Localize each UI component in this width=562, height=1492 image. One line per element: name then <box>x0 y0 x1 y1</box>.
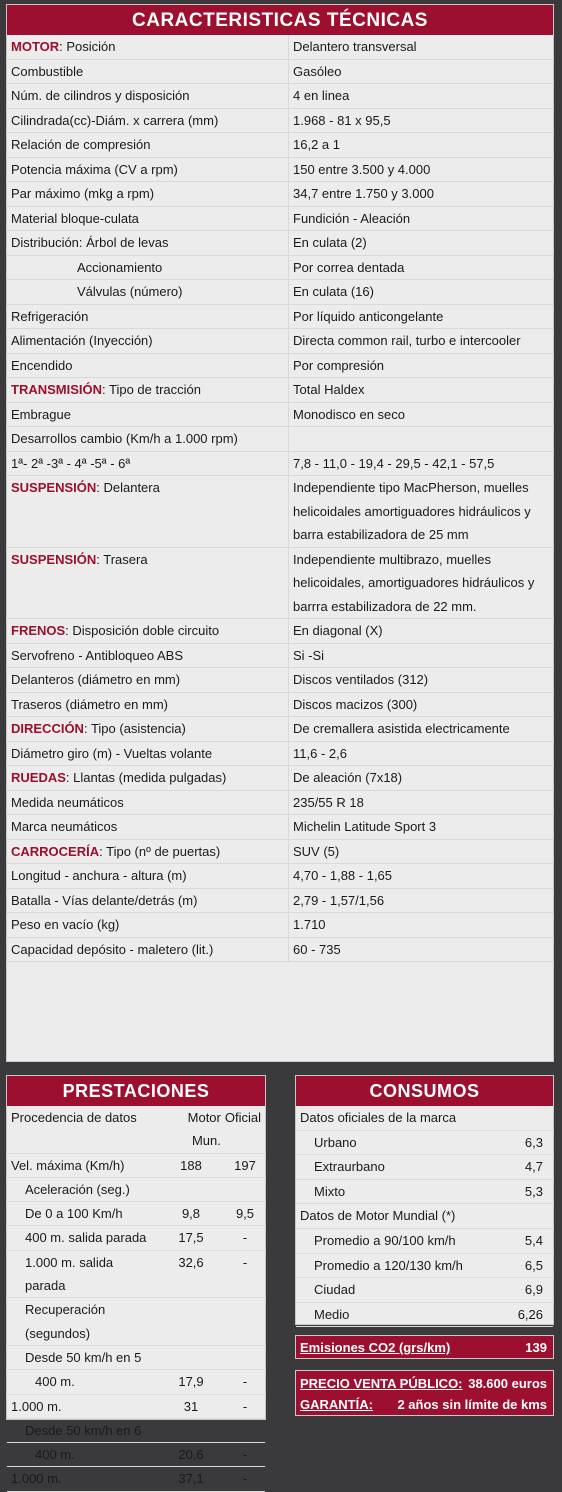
spec-label: 1ª- 2ª -3ª - 4ª -5ª - 6ª <box>11 455 131 471</box>
prestaciones-row <box>7 1251 265 1299</box>
spec-label-cell <box>7 548 289 619</box>
spec-label-cell <box>7 791 289 815</box>
spec-section-keyword: SUSPENSIÓN <box>11 480 97 495</box>
consumos-label: Extraurbano <box>314 1159 385 1175</box>
prestaciones-row <box>7 1443 265 1467</box>
consumos-title: CONSUMOS <box>296 1076 553 1106</box>
spec-row <box>7 864 553 889</box>
prestaciones-label: Desde 50 km/h en 5 <box>25 1349 142 1365</box>
spec-row <box>7 889 553 914</box>
spec-value: 150 entre 3.500 y 4.000 <box>293 161 431 177</box>
spec-label: : Llantas (medida pulgadas) <box>65 770 227 785</box>
spec-row <box>7 938 553 963</box>
prestaciones-label: Vel. máxima (Km/h) <box>11 1157 125 1173</box>
spec-row <box>7 158 553 183</box>
consumos-value: 4,7 <box>524 1159 543 1175</box>
consumos-value <box>493 1204 553 1228</box>
prestaciones-motor-mundial: 17,5 <box>178 1230 204 1246</box>
prestaciones-label: 400 m. <box>35 1374 75 1390</box>
spec-row <box>7 378 553 403</box>
spec-label: Par máximo (mkg a rpm) <box>11 186 155 201</box>
prestaciones-row <box>7 1202 265 1226</box>
spec-label-cell <box>7 619 289 643</box>
prestaciones-oficial <box>225 1419 265 1442</box>
spec-label: Desarrollos cambio (Km/h a 1.000 rpm) <box>11 431 238 446</box>
emisiones-value: 139 <box>525 1340 547 1355</box>
spec-value: 4 en linea <box>293 88 350 103</box>
prestaciones-panel <box>6 1075 266 1487</box>
consumos-value: 6,5 <box>524 1257 543 1273</box>
prestaciones-motor-mundial: 32,6 <box>178 1254 204 1270</box>
consumos-label: Ciudad <box>314 1282 356 1298</box>
spec-label: Encendido <box>11 357 73 373</box>
spec-section-keyword: TRANSMISIÓN <box>11 382 102 397</box>
spec-row <box>7 452 553 477</box>
emisiones-label: Emisiones CO2 (grs/km) <box>300 1340 451 1355</box>
prestaciones-label: De 0 a 100 Km/h <box>25 1206 123 1222</box>
spec-label-cell <box>7 766 289 790</box>
prestaciones-label: 1.000 m. <box>11 1398 62 1414</box>
spec-value: Directa common rail, turbo e intercooler <box>293 333 521 348</box>
prestaciones-label: Aceleración (seg.) <box>25 1181 130 1197</box>
garantia-label: GARANTÍA: <box>300 1397 373 1412</box>
spec-value: De aleación (7x18) <box>293 770 403 785</box>
spec-value: Discos macizos (300) <box>293 696 418 712</box>
spec-label: Refrigeración <box>11 308 89 324</box>
spec-label-cell <box>7 329 289 353</box>
prestaciones-row <box>7 1370 265 1394</box>
specs-panel <box>6 4 554 1062</box>
spec-value: Por compresión <box>293 357 385 373</box>
prestaciones-oficial: Oficial <box>224 1110 261 1125</box>
spec-label-cell <box>7 354 289 378</box>
spec-row <box>7 329 553 354</box>
prestaciones-motor-mundial <box>157 1178 225 1201</box>
spec-row <box>7 305 553 330</box>
spec-label: Medida neumáticos <box>11 794 124 810</box>
spec-row <box>7 280 553 305</box>
prestaciones-row <box>7 1226 265 1250</box>
specs-title: CARACTERISTICAS TÉCNICAS <box>7 5 553 35</box>
spec-label: Material bloque-culata <box>11 210 139 226</box>
spec-row <box>7 766 553 791</box>
spec-label: : Delantera <box>96 480 160 495</box>
consumos-row <box>296 1180 553 1205</box>
spec-section-keyword: MOTOR <box>11 39 60 54</box>
precio-label: PRECIO VENTA PÚBLICO: <box>300 1376 463 1391</box>
spec-label-cell <box>7 182 289 206</box>
prestaciones-label: 1.000 m. salida parada <box>25 1254 114 1294</box>
prestaciones-oficial <box>225 1178 265 1201</box>
prestaciones-row <box>7 1419 265 1443</box>
prestaciones-label: Desde 50 km/h en 6 <box>25 1422 142 1438</box>
spec-value: 11,6 - 2,6 <box>293 745 347 761</box>
prestaciones-motor-mundial: 31 <box>183 1398 199 1414</box>
spec-value: 16,2 a 1 <box>293 137 340 152</box>
consumos-value <box>493 1106 553 1130</box>
spec-row <box>7 60 553 85</box>
prestaciones-motor-mundial: 17,9 <box>178 1374 204 1390</box>
spec-section-keyword: SUSPENSIÓN <box>11 551 97 567</box>
spec-label: Marca neumáticos <box>11 819 118 834</box>
spec-row <box>7 644 553 669</box>
consumos-value: 5,3 <box>524 1183 543 1199</box>
spec-row <box>7 717 553 742</box>
consumos-label: Promedio a 120/130 km/h <box>314 1257 463 1273</box>
spec-value: 34,7 entre 1.750 y 3.000 <box>293 186 434 201</box>
prestaciones-label: Recuperación (segundos) <box>25 1302 106 1341</box>
spec-label: : Posición <box>59 39 116 54</box>
spec-label: : Tipo (nº de puertas) <box>99 843 221 859</box>
spec-row <box>7 354 553 379</box>
spec-label-cell <box>7 742 289 766</box>
prestaciones-motor-mundial: 9,8 <box>181 1206 201 1222</box>
spec-label-cell <box>7 109 289 133</box>
spec-label: Delanteros (diámetro en mm) <box>11 672 181 687</box>
spec-label-cell <box>7 427 289 451</box>
spec-label-cell <box>7 133 289 157</box>
spec-row <box>7 231 553 256</box>
spec-value: Independiente tipo MacPherson, muelles helicoidales amortiguadores hidráulicos y barra estabilizadora de 25 mm <box>293 480 531 542</box>
spec-value: 235/55 R 18 <box>293 794 364 810</box>
spec-value <box>289 427 553 451</box>
spec-value: Independiente multibrazo, muelles helicoidales, amortiguadores hidráulicos y barrra estabilizadora de 22 mm. <box>293 551 535 614</box>
prestaciones-label: 400 m. salida parada <box>25 1230 147 1246</box>
garantia-value: 2 años sin límite de kms <box>397 1397 547 1412</box>
spec-section-keyword: CARROCERÍA <box>11 843 100 859</box>
spec-section-keyword: FRENOS <box>11 623 66 638</box>
spec-label: Accionamiento <box>77 259 163 275</box>
spec-label-cell <box>7 35 289 59</box>
spec-value: Por correa dentada <box>293 259 405 275</box>
prestaciones-oficial <box>225 1298 265 1345</box>
prestaciones-motor-mundial: Motor Mun. <box>187 1110 221 1149</box>
precio-value: 38.600 euros <box>468 1376 547 1391</box>
spec-label-cell <box>7 864 289 888</box>
consumos-label: Datos oficiales de la marca <box>300 1110 457 1125</box>
prestaciones-oficial: 197 <box>234 1157 256 1173</box>
prestaciones-row <box>7 1106 265 1154</box>
spec-label-cell <box>7 403 289 427</box>
consumos-row <box>296 1229 553 1254</box>
spec-value: Fundición - Aleación <box>293 210 411 226</box>
consumos-value: 6,9 <box>524 1282 543 1298</box>
prestaciones-oficial <box>225 1346 265 1369</box>
spec-label-cell <box>7 231 289 255</box>
prestaciones-oficial: - <box>242 1230 248 1246</box>
spec-row <box>7 619 553 644</box>
consumos-row <box>296 1303 553 1328</box>
spec-label: : Tipo (asistencia) <box>83 721 186 736</box>
prestaciones-table <box>7 1106 265 1492</box>
spec-row <box>7 913 553 938</box>
spec-row <box>7 133 553 158</box>
prestaciones-motor-mundial <box>157 1419 225 1442</box>
consumos-value: 6,3 <box>524 1134 543 1150</box>
prestaciones-title: PRESTACIONES <box>7 1076 265 1106</box>
spec-row <box>7 207 553 232</box>
prestaciones-oficial: - <box>242 1398 248 1414</box>
spec-row <box>7 476 553 548</box>
spec-row <box>7 668 553 693</box>
prestaciones-oficial: - <box>242 1374 248 1390</box>
prestaciones-label: 400 m. <box>35 1447 75 1463</box>
prestaciones-motor-mundial: 37,1 <box>178 1471 204 1487</box>
spec-row <box>7 791 553 816</box>
spec-value: En culata (16) <box>293 284 374 299</box>
spec-value: En diagonal (X) <box>293 623 383 638</box>
spec-row <box>7 815 553 840</box>
prestaciones-row <box>7 1154 265 1178</box>
consumos-label: Medio <box>314 1306 350 1322</box>
spec-label-cell <box>7 815 289 839</box>
consumos-label: Datos de Motor Mundial (*) <box>300 1208 456 1224</box>
spec-value: SUV (5) <box>293 843 340 859</box>
spec-label: : Trasera <box>96 551 148 567</box>
spec-label: Válvulas (número) <box>77 284 183 299</box>
consumos-label: Promedio a 90/100 km/h <box>314 1232 456 1248</box>
consumos-value: 6,26 <box>517 1306 543 1322</box>
consumos-row <box>296 1278 553 1303</box>
prestaciones-motor-mundial: 188 <box>180 1157 202 1173</box>
spec-label: Servofreno - Antibloqueo ABS <box>11 647 184 663</box>
prestaciones-row <box>7 1346 265 1370</box>
spec-value: 2,79 - 1,57/1,56 <box>293 892 385 908</box>
spec-label: Diámetro giro (m) - Vueltas volante <box>11 745 213 761</box>
spec-label-cell <box>7 889 289 913</box>
spec-label: Cilindrada(cc)-Diám. x carrera (mm) <box>11 112 219 128</box>
spec-label: Potencia máxima (CV a rpm) <box>11 161 178 177</box>
spec-label-cell <box>7 717 289 741</box>
prestaciones-label: 1.000 m. <box>11 1471 62 1487</box>
consumos-row <box>296 1204 553 1229</box>
prestaciones-motor-mundial <box>157 1346 225 1369</box>
spec-label: Relación de compresión <box>11 137 151 152</box>
spec-label: Capacidad depósito - maletero (lit.) <box>11 941 214 957</box>
spec-label: Alimentación (Inyección) <box>11 333 153 348</box>
spec-value: 60 - 735 <box>293 941 341 957</box>
prestaciones-motor-mundial: 20,6 <box>178 1447 204 1463</box>
consumos-value: 5,4 <box>524 1232 543 1248</box>
spec-value: Michelin Latitude Sport 3 <box>293 819 437 834</box>
spec-value: Total Haldex <box>293 382 365 397</box>
consumos-row <box>296 1131 553 1156</box>
spec-label-cell <box>7 476 289 547</box>
spec-label-cell <box>7 305 289 329</box>
prestaciones-oficial: - <box>242 1471 248 1487</box>
prestaciones-row <box>7 1467 265 1491</box>
spec-section-keyword: RUEDAS <box>11 770 66 785</box>
prestaciones-row <box>7 1298 265 1346</box>
spec-label: Traseros (diámetro en mm) <box>11 696 168 712</box>
prestaciones-row <box>7 1178 265 1202</box>
spec-value: 7,8 - 11,0 - 19,4 - 29,5 - 42,1 - 57,5 <box>293 455 495 471</box>
spec-section-keyword: DIRECCIÓN <box>11 721 84 736</box>
precio-garantia-bar <box>295 1370 554 1416</box>
emisiones-bar <box>295 1335 554 1359</box>
prestaciones-label: Procedencia de datos <box>11 1110 137 1125</box>
spec-label: : Disposición doble circuito <box>65 623 220 638</box>
prestaciones-motor-mundial <box>157 1298 225 1345</box>
spec-row <box>7 182 553 207</box>
spec-label: Núm. de cilindros y disposición <box>11 88 190 103</box>
spec-label-cell <box>7 913 289 937</box>
spec-label-cell <box>7 378 289 402</box>
prestaciones-row <box>7 1395 265 1419</box>
spec-row <box>7 403 553 428</box>
consumos-label: Mixto <box>314 1183 346 1199</box>
specs-table <box>7 35 553 962</box>
spec-label-cell <box>7 60 289 84</box>
spec-label-cell <box>7 280 289 304</box>
spec-value: Por líquido anticongelante <box>293 308 444 324</box>
spec-label-cell <box>7 207 289 231</box>
spec-row <box>7 742 553 767</box>
prestaciones-oficial: - <box>242 1254 248 1270</box>
spec-label: Combustible <box>11 63 84 79</box>
spec-value: Delantero transversal <box>293 39 417 54</box>
spec-row <box>7 840 553 865</box>
spec-value: Monodisco en seco <box>293 406 406 422</box>
spec-value: Discos ventilados (312) <box>293 672 429 687</box>
consumos-row <box>296 1155 553 1180</box>
prestaciones-oficial: 9,5 <box>235 1206 255 1222</box>
spec-value: 1.968 - 81 x 95,5 <box>293 112 391 128</box>
spec-label-cell <box>7 256 289 280</box>
spec-value: 1.710 <box>293 917 326 932</box>
spec-label-cell <box>7 668 289 692</box>
spec-label-cell <box>7 158 289 182</box>
spec-label: : Tipo de tracción <box>102 382 201 397</box>
spec-label: Distribución: Árbol de levas <box>11 235 169 250</box>
spec-value: 4,70 - 1,88 - 1,65 <box>293 868 393 883</box>
spec-label: Longitud - anchura - altura (m) <box>11 868 187 883</box>
consumos-row <box>296 1254 553 1279</box>
spec-row <box>7 693 553 718</box>
spec-label: Embrague <box>11 406 71 422</box>
spec-row <box>7 256 553 281</box>
spec-value: Si -Si <box>293 647 325 663</box>
consumos-label: Urbano <box>314 1134 357 1150</box>
spec-label-cell <box>7 840 289 864</box>
spec-row <box>7 35 553 60</box>
spec-value: Gasóleo <box>293 63 342 79</box>
spec-row <box>7 109 553 134</box>
spec-label-cell <box>7 938 289 962</box>
consumos-table <box>296 1106 553 1327</box>
spec-label: Peso en vacío (kg) <box>11 917 120 932</box>
spec-label-cell <box>7 452 289 476</box>
spec-label-cell <box>7 84 289 108</box>
spec-label-cell <box>7 693 289 717</box>
spec-label: Batalla - Vías delante/detrás (m) <box>11 892 198 908</box>
consumos-row <box>296 1106 553 1131</box>
spec-row <box>7 84 553 109</box>
prestaciones-oficial: - <box>242 1447 248 1463</box>
spec-value: De cremallera asistida electricamente <box>293 721 510 736</box>
spec-value: En culata (2) <box>293 235 367 250</box>
spec-row <box>7 548 553 620</box>
spec-row <box>7 427 553 452</box>
consumos-panel <box>295 1075 554 1325</box>
spec-label-cell <box>7 644 289 668</box>
